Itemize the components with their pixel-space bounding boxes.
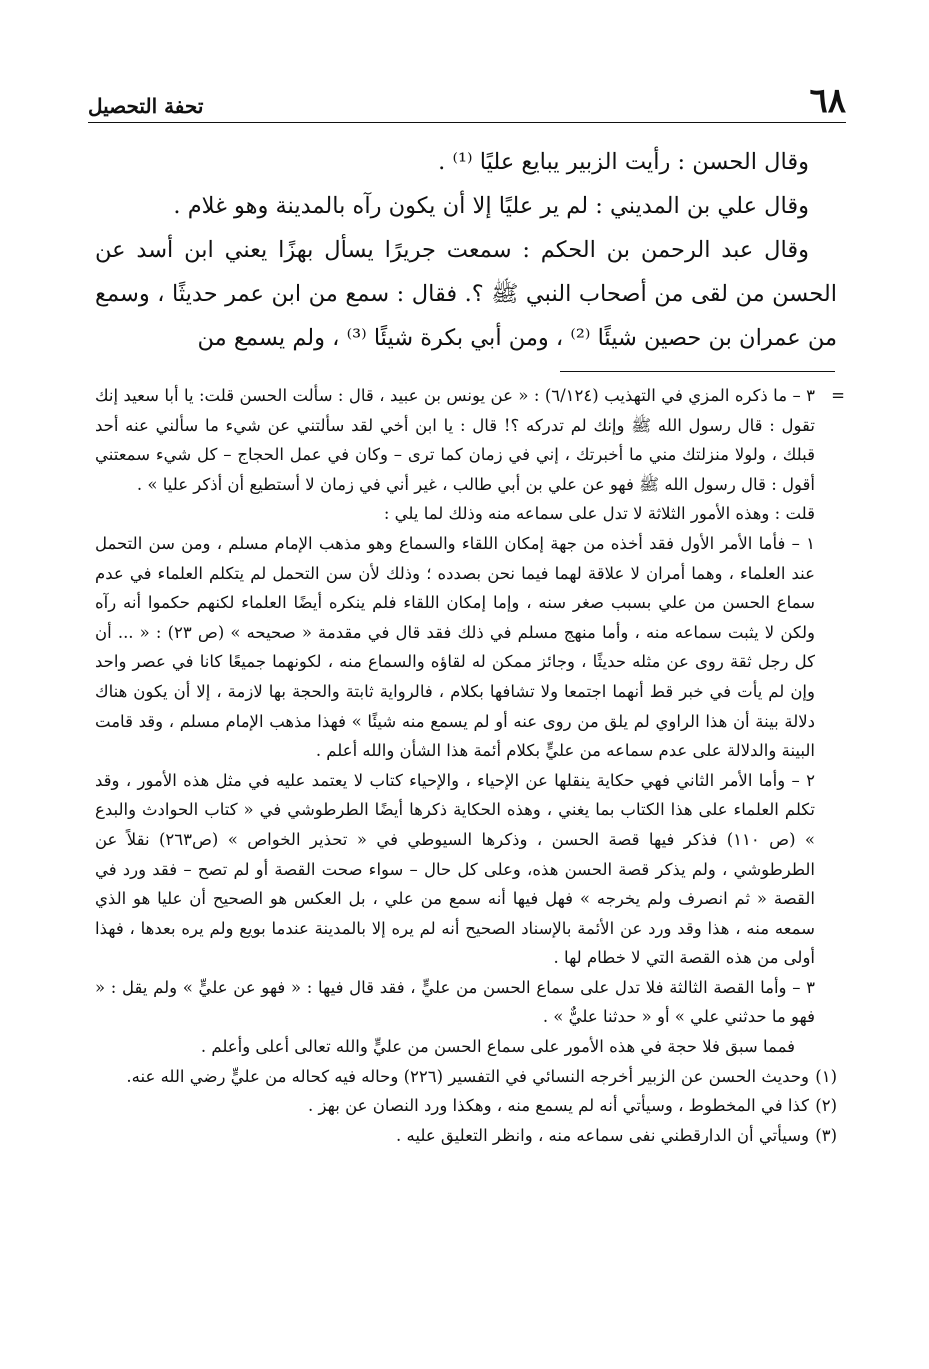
footnote-paragraph: ١ – فأما الأمر الأول فقد أخذه من جهة إمكان اللقاء والسماع وهو مذهب الإمام مسلم ، ومن سن التحمل عند العلماء ، وهما أمران لا علاقة لهما فيما نحن بصدده ؛ وذلك لأن سن التحمل لم يتكلم العلماء في عدم سماع الحسن من علي بسبب صغر سنه ، وإما إمكان اللقاء فلم ينكره أيضًا العلماء لكنهم حكموا أنه رآه ولكن لا يثبت سماعه منه ، وأما منهج مسلم في ذلك فقد قال في مقدمة « صحيحه » (ص ٢٣) : « ... أن كل رجل ثقة روى عن مثله حديثًا ، وجائز ممكن له لقاؤه والسماع منه ، لكونهما جميعًا كانا في عصر واحد وإن لم يأت في خبر قط أنهما اجتمعا ولا تشافها بكلام ، فالرواية ثابتة والحجة بها لازمة ، إلا أن يكون هناك دلالة بينة أن هذا الراوي لم يلق من روى عنه أو لم يسمع منه شيئًا » فهذا مذهب الإمام مسلم ، وقد قامت البينة والدلالة على عدم سماعه من عليٍّ بكلام أئمة هذا الشأن والله أعلم . bbox=[95, 533, 815, 761]
footnote-1 bbox=[95, 1062, 837, 1092]
footnote-continuation bbox=[95, 381, 845, 1062]
running-title: تحفة التحصيل bbox=[88, 94, 204, 118]
footnote-separator bbox=[560, 371, 835, 372]
continuation-mark: = bbox=[831, 386, 845, 405]
footnote-text: كذا في المخطوط ، وسيأتي أنه لم يسمع منه ، وهكذا ورد النصان عن بهز . bbox=[308, 1096, 809, 1116]
page-number: ٦٨ bbox=[809, 81, 846, 121]
footnote-text: وحديث الحسن عن الزبير أخرجه النسائي في التفسير (٢٢٦) وحاله فيه كحاله من عليٍّ رضي الله عنه. bbox=[126, 1066, 809, 1086]
body-paragraph: وقال عبد الرحمن بن الحكم : سمعت جريرًا يسأل بهزًا يعني ابن أسد عن الحسن من لقى من أصحاب النبي ﷺ ؟. فقال : سمع من ابن عمر حديثًا ، وسمع من عمران بن حصين شيئًا ⁽²⁾ ، ومن أبي بكرة شيئًا ⁽³⁾ ، ولم يسمع من bbox=[95, 237, 837, 351]
footnote-number: (١) bbox=[815, 1066, 837, 1086]
footnote-text: وسيأتي أن الدارقطني نفى سماعه منه ، وانظر التعليق عليه . bbox=[396, 1125, 809, 1145]
main-text bbox=[95, 140, 837, 360]
body-paragraph: وقال الحسن : رأيت الزبير يبايع عليًا ⁽¹⁾ . bbox=[438, 149, 809, 175]
footnotes bbox=[95, 381, 845, 1150]
footnote-paragraph: ٢ – وأما الأمر الثاني فهي حكاية ينقلها عن الإحياء ، والإحياء كتاب لا يعتمد عليه في مثل هذه الأمور ، وقد تكلم العلماء على هذا الكتاب بما يغني ، وهذه الحكاية ذكرها أيضًا الطرطوشي في « كتاب الحوادث والبدع » (ص ١١٠) فذكر فيها قصة الحسن ، وذكرها السيوطي في « تحذير الخواص » (ص٢٦٣) نقلاً عن الطرطوشي ، ولم يذكر قصة الحسن هذه، وعلى كل حال – سواء صحت القصة أو لم تصح – فقد ورد في القصة « ثم انصرف ولم يخرجه » فهل فيها أنه سمع من علي ، بل العكس هو الصحيح أن عليا هو الذي سمعه منه ، هذا وقد ورد عن الأئمة بالإسناد الصحيح أنه لم يره إلا بالمدينة عندما بويع ولم يره بعدها ، فهذا أولى من هذه القصة التي لا خطام لها . bbox=[95, 770, 815, 968]
footnote-paragraph: ٣ – ما ذكره المزي في التهذيب (٦/١٢٤) : « عن يونس بن عبيد ، قال : سألت الحسن قلت: يا أبا سعيد إنك تقول : قال رسول الله ﷺ وإنك لم تدركه ؟! قال : يا ابن أخي لقد سألتني عن شيء ما سألني عنه أحد قبلك ، ولولا منزلتك مني ما أخبرتك ، إني في زمان كما ترى – وكان في عمل الحجاج – كل شيء سمعتني أقول : قال رسول الله ﷺ فهو عن علي بن أبي طالب ، غير أني في زمان لا أستطيع أن أذكر عليا » . bbox=[95, 386, 815, 494]
header-rule bbox=[88, 122, 846, 123]
footnote-paragraph: فمما سبق فلا حجة في هذه الأمور على سماع الحسن من عليٍّ والله تعالى أعلى وأعلم . bbox=[200, 1037, 795, 1057]
footnote-2 bbox=[95, 1091, 837, 1121]
footnote-paragraph: قلت : وهذه الأمور الثلاثة لا تدل على سماعه منه وذلك لما يلي : bbox=[383, 504, 815, 524]
page-header bbox=[88, 78, 846, 121]
footnote-3 bbox=[95, 1121, 837, 1151]
footnote-number: (٣) bbox=[815, 1125, 837, 1145]
body-paragraph: وقال علي بن المديني : لم ير عليًا إلا أن يكون رآه بالمدينة وهو غلام . bbox=[173, 193, 809, 219]
footnote-paragraph: ٣ – وأما القصة الثالثة فلا تدل على سماع الحسن من عليٍّ ، فقد قال فيها : « فهو عن عليٍّ » ولم يقل : « فهو ما حدثني علي » أو « حدثنا عليٌّ » . bbox=[95, 977, 815, 1027]
footnote-number: (٢) bbox=[815, 1096, 837, 1116]
